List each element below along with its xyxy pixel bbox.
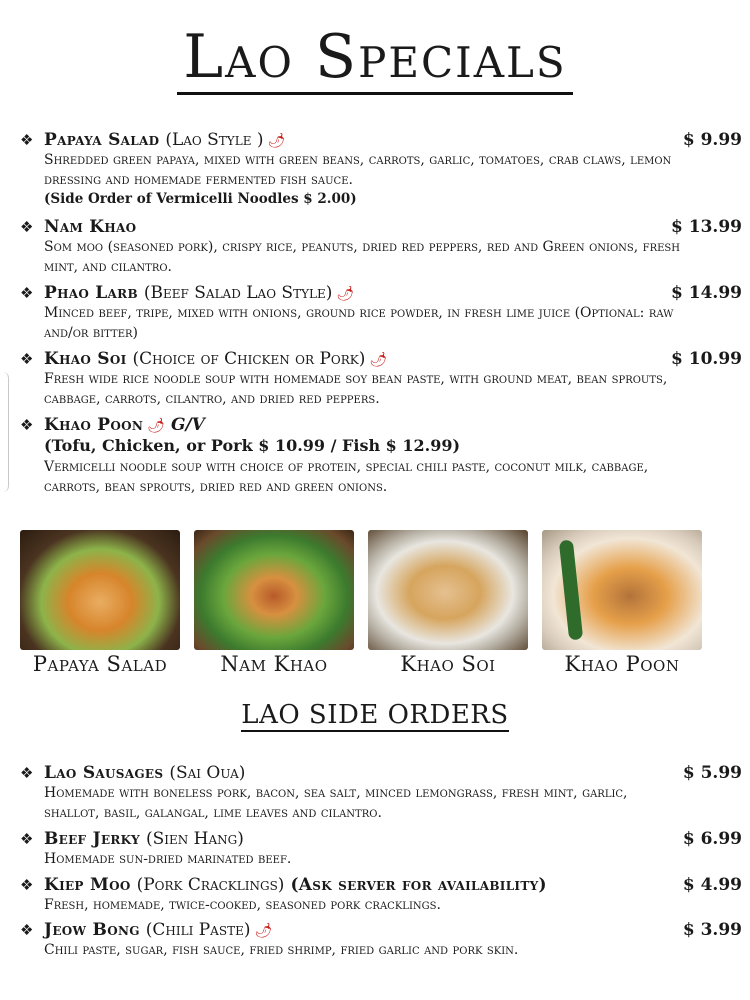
chili-pepper-icon: 🌶 [267, 133, 286, 149]
side-item-kiep-moo: ❖ Kiep Moo (Pork Cracklings) (Ask server for availability) $ 4.99 Fresh, homemade, twice-cooked, seasoned pork cracklings. [20, 875, 742, 913]
diamond-bullet-icon: ❖ [20, 921, 34, 939]
khao-soi-image [368, 530, 528, 650]
side-item-lao-sausages: ❖ Lao Sausages (Sai Oua) $ 5.99 Homemade with boneless pork, bacon, sea salt, minced lemongrass, fresh mint, garlic, shallot, basil, galangal, lime leaves and cilantro. [20, 763, 742, 821]
side-orders-heading: LAO SIDE ORDERS [241, 700, 509, 730]
dish-photo-papaya-salad: Papaya Salad [20, 530, 180, 676]
diamond-bullet-icon: ❖ [20, 830, 34, 848]
side-item-jeow-bong: ❖ Jeow Bong (Chili Paste) 🌶 $ 3.99 Chili paste, sugar, fish sauce, fried shrimp, fried garlic and pork skin. [20, 920, 742, 958]
diamond-bullet-icon: ❖ [20, 764, 34, 782]
menu-item-khao-poon: ❖ Khao Poon 🌶 G/V (Tofu, Chicken, or Pork $ 10.99 / Fish $ 12.99) Vermicelli noodle soup with choice of protein, special chili paste, coconut milk, cabbage, carrots, bean sprouts, dried red and green onions. [20, 415, 649, 495]
diamond-bullet-icon: ❖ [20, 284, 34, 302]
chili-pepper-icon: 🌶 [369, 352, 388, 368]
chili-pepper-icon: 🌶 [254, 923, 273, 939]
menu-item-khao-soi: ❖ Khao Soi (Choice of Chicken or Pork) 🌶 $ 10.99 Fresh wide rice noodle soup with homemade soy bean paste, with ground meat, bean sprouts, cabbage, carrots, cilantro, and dried red peppers. [20, 349, 742, 407]
menu-title: Lao Specials [0, 18, 750, 96]
page-edge-tab [0, 372, 9, 492]
menu-item-papaya-salad: ❖ Papaya Salad (Lao Style ) 🌶 $ 9.99 Shredded green papaya, mixed with green beans, carrots, garlic, tomatoes, crab claws, lemon dressing and homemade fermented fish sauce. (Side Order of Vermicelli Noodles $ 2.00) [20, 130, 742, 207]
diamond-bullet-icon: ❖ [20, 416, 34, 434]
dish-photo-khao-poon: Khao Poon [542, 530, 702, 676]
nam-khao-image [194, 530, 354, 650]
dish-photo-strip [20, 530, 742, 676]
dish-photo-khao-soi: Khao Soi [368, 530, 528, 676]
dish-photo-nam-khao: Nam Khao [194, 530, 354, 676]
chili-pepper-icon: 🌶 [147, 418, 165, 434]
diamond-bullet-icon: ❖ [20, 218, 34, 236]
gluten-free-vegan-tag: G/V [170, 415, 205, 435]
diamond-bullet-icon: ❖ [20, 350, 34, 368]
khao-poon-image [542, 530, 702, 650]
side-item-beef-jerky: ❖ Beef Jerky (Sien Hang) $ 6.99 Homemade sun-dried marinated beef. [20, 829, 742, 867]
diamond-bullet-icon: ❖ [20, 876, 34, 894]
menu-item-phao-larb: ❖ Phao Larb (Beef Salad Lao Style) 🌶 $ 14.99 Minced beef, tripe, mixed with onions, ground rice powder, in fresh lime juice (Optional: raw and/or bitter) [20, 283, 742, 341]
menu-item-nam-khao: ❖ Nam Khao $ 13.99 Som moo (seasoned pork), crispy rice, peanuts, dried red peppers, red and Green onions, fresh mint, and cilantro. [20, 217, 742, 275]
papaya-salad-image [20, 530, 180, 650]
diamond-bullet-icon: ❖ [20, 131, 34, 149]
chili-pepper-icon: 🌶 [336, 286, 355, 302]
